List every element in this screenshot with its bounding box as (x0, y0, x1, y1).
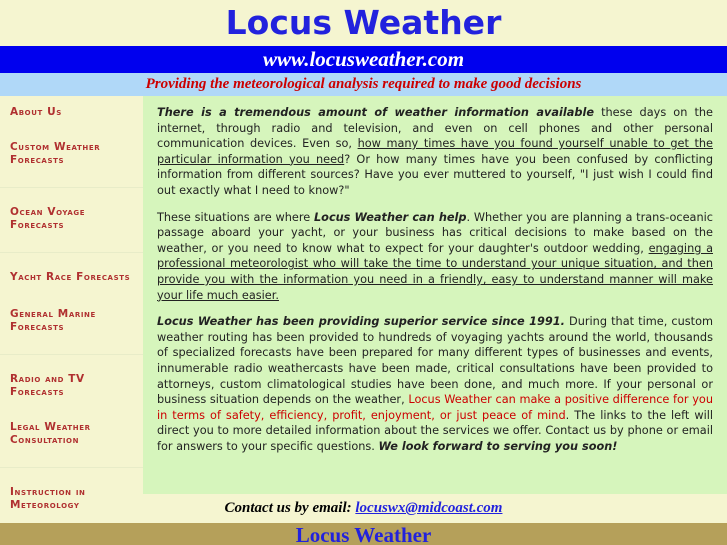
site-title: Locus Weather (225, 3, 502, 42)
site-url-band (0, 46, 727, 73)
sidebar-item-general-marine-forecasts[interactable]: General Marine Forecasts (10, 308, 96, 333)
intro-paragraph (157, 105, 713, 199)
sidebar-item-legal-weather-consultation[interactable]: Legal Weather Consultation (10, 421, 91, 446)
site-url: www.locusweather.com (262, 47, 465, 71)
tagline-band (0, 73, 727, 96)
history-lead: Locus Weather has been providing superior service since 1991. (157, 315, 565, 329)
intro-inline-link[interactable]: how many times have you found yourself unable to get the particular information you need (157, 137, 713, 166)
help-text-b: . Whether you are planning a trans-oceanic passage aboard your yacht, or your business has critical decisions to make based on the weather, or you need to know what to expect for your daughter's outdoor wedding, (157, 210, 713, 255)
nav-spacer (0, 451, 143, 467)
tagline: Providing the meteorological analysis required to make good decisions (145, 76, 582, 92)
nav-spacer (0, 468, 143, 482)
history-text-b: . The links to the left will direct you to more detailed information about the services we offer. Contact us by phone or email for answers to your specific questions. (157, 408, 713, 453)
sidebar-item-radio-and-tv-forecasts[interactable]: Radio and TV Forecasts (10, 373, 85, 398)
nav-spacer (0, 338, 143, 354)
help-emphasis: Locus Weather can help (313, 210, 467, 224)
sidebar-item-instruction-in-meteorology[interactable]: Instruction in Meteorology (10, 486, 86, 511)
nav-spacer (0, 188, 143, 202)
sidebar-item-yacht-race-forecasts[interactable]: Yacht Race Forecasts (10, 271, 131, 283)
intro-lead: There is a tremendous amount of weather information available (157, 106, 594, 119)
main-content (143, 96, 727, 494)
history-paragraph (157, 314, 713, 454)
contact-label: Contact us by email: (224, 500, 356, 516)
nav-spacer (0, 123, 143, 137)
footer-band (0, 523, 727, 545)
nav-spacer (0, 403, 143, 417)
site-title-band (0, 0, 727, 46)
history-highlight: Locus Weather can make a positive difference for you in terms of safety, efficiency, profit, enjoyment, or just peace of mind (157, 393, 713, 422)
history-text-a: During that time, custom weather routing has been provided to hundreds of voyaging yachts around the world, thousands of specialized forecasts have been prepared for many different types of businesses and events, innumerable radio weathercasts have been made, critical consultations have been provided to attorneys, custom climatological studies have been done, and much more. If your personal or business situation depends on the weather, (157, 315, 713, 407)
help-paragraph (157, 210, 713, 304)
footer-title: Locus Weather (295, 523, 432, 545)
nav-spacer (0, 236, 143, 252)
intro-text-a: these days on the internet, through radio and television, and even on cell phones and other personal communication devices. Even so, (157, 106, 713, 151)
nav-spacer (0, 253, 143, 267)
nav-spacer (0, 355, 143, 369)
intro-text-b: ? Or how many times have you been confused by conflicting information from different sources? Have you ever muttered to yourself, "I just wish I could find out exactly what I need to know?" (157, 152, 714, 197)
nav-spacer (0, 288, 143, 304)
nav-spacer (0, 171, 143, 187)
contact-email-link[interactable]: locuswx@midcoast.com (355, 500, 503, 516)
sidebar-item-custom-weather-forecasts[interactable]: Custom Weather Forecasts (10, 141, 101, 166)
help-inline-link[interactable]: engaging a professional meteorologist who will take the time to understand your unique situation, and then provide you with the information you need in a friendly, easy to understand manner will make your life much easier. (157, 241, 713, 302)
sidebar-nav (0, 96, 143, 511)
history-closing: We look forward to serving you soon! (378, 439, 618, 453)
help-text-a: These situations are where (157, 210, 314, 224)
sidebar-item-about-us[interactable]: About Us (10, 106, 62, 118)
sidebar-item-ocean-voyage-forecasts[interactable]: Ocean Voyage Forecasts (10, 206, 86, 231)
